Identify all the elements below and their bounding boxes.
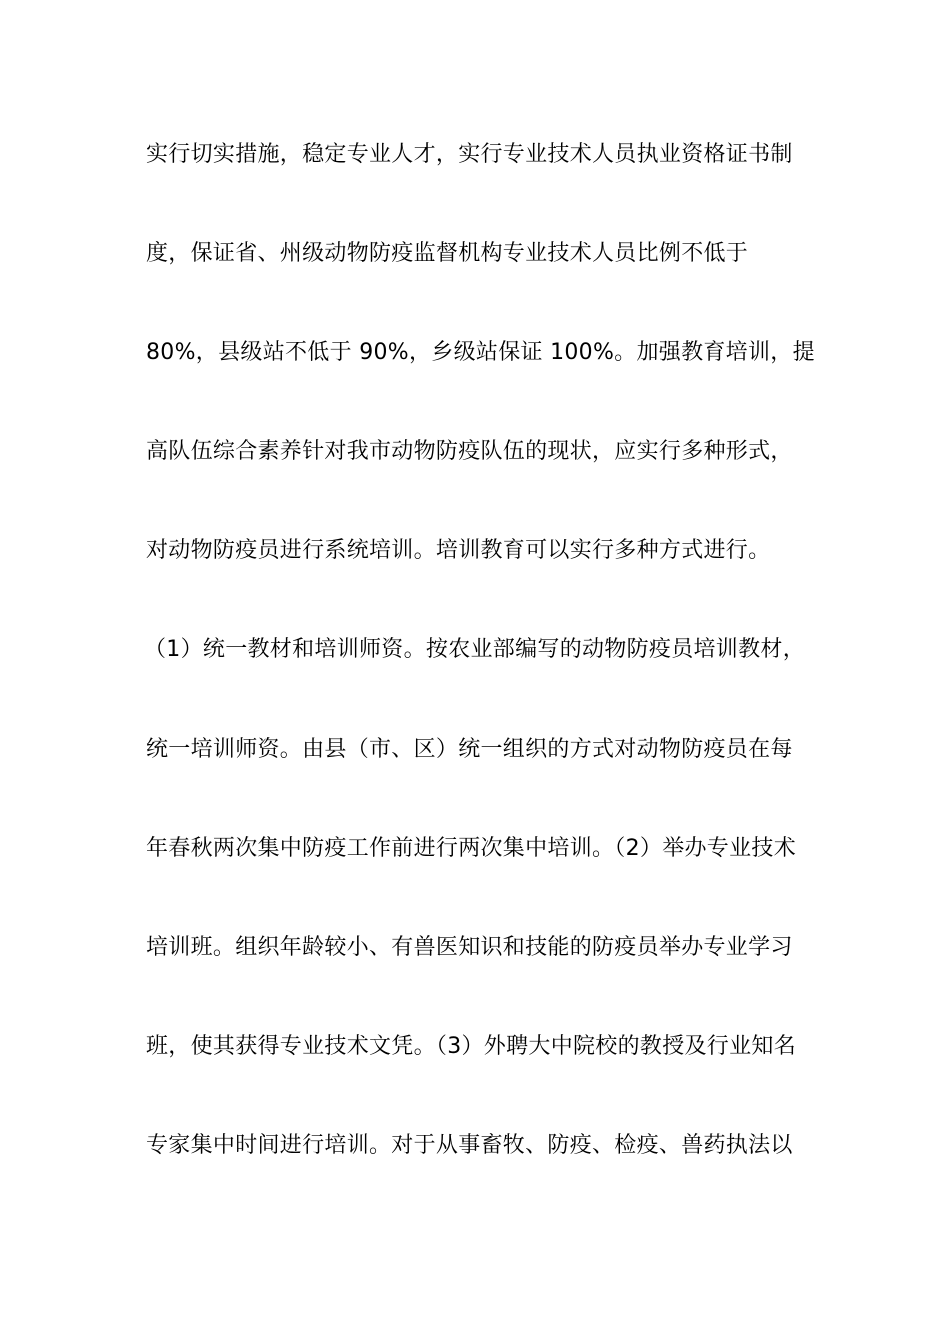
body-text-line: （1）统一教材和培训师资。按农业部编写的动物防疫员培训教材， — [144, 637, 805, 662]
body-text-line: 培训班。组织年龄较小、有兽医知识和技能的防疫员举办专业学习 — [146, 935, 793, 960]
body-text-line: 班，使其获得专业技术文凭。（3）外聘大中院校的教授及行业知名 — [146, 1034, 796, 1059]
body-text-line: 年春秋两次集中防疫工作前进行两次集中培训。（2）举办专业技术 — [146, 836, 796, 861]
body-text-line: 度，保证省、州级动物防疫监督机构专业技术人员比例不低于 — [146, 241, 749, 266]
body-text-line: 80%，县级站不低于 90%，乡级站保证 100%。加强教育培训，提 — [146, 340, 815, 365]
body-text-line: 实行切实措施，稳定专业人才，实行专业技术人员执业资格证书制 — [146, 142, 793, 167]
body-text-line: 统一培训师资。由县（市、区）统一组织的方式对动物防疫员在每 — [146, 737, 793, 762]
body-text-line: 对动物防疫员进行系统培训。培训教育可以实行多种方式进行。 — [146, 538, 771, 563]
body-text-line: 高队伍综合素养针对我市动物防疫队伍的现状，应实行多种形式， — [146, 439, 793, 464]
body-text-line: 专家集中时间进行培训。对于从事畜牧、防疫、检疫、兽药执法以 — [146, 1133, 793, 1158]
